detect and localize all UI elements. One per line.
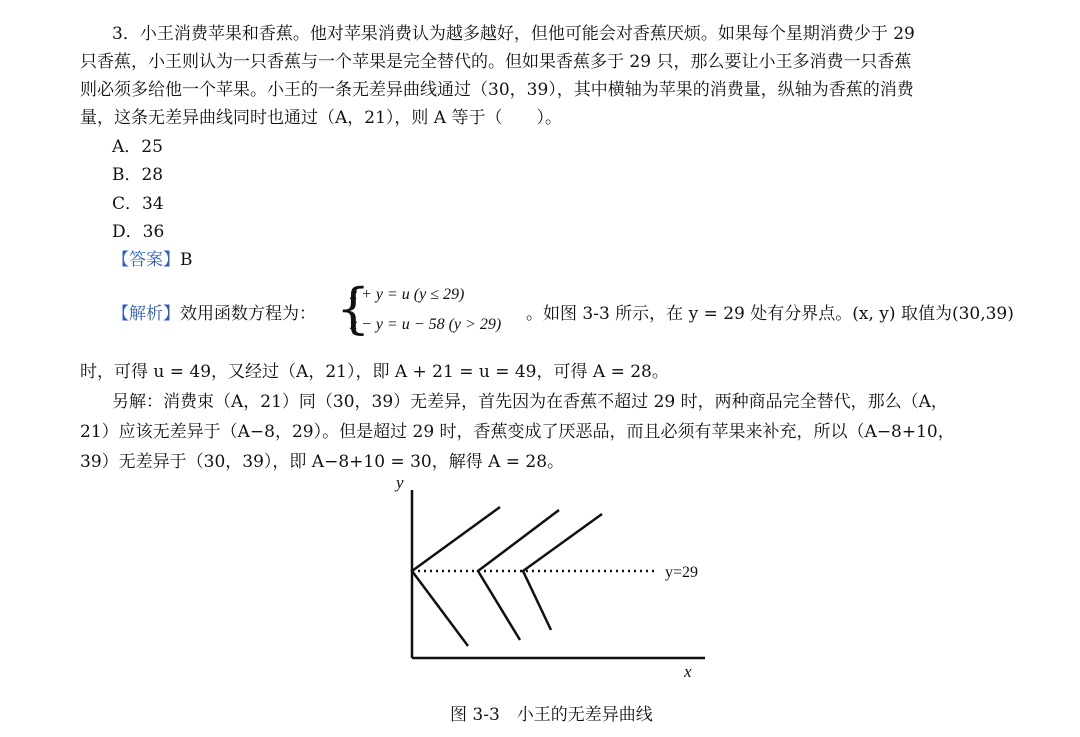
answer-value: B	[180, 250, 193, 270]
equation-1: x + y = u (y ≤ 29)	[350, 286, 465, 303]
analysis-lead-row	[112, 300, 316, 328]
equation-2: x − y = u − 58 (y > 29)	[350, 316, 502, 333]
option-b: B．28	[112, 165, 164, 185]
analysis-alt-2: 21）应该无差异于（A−8，29）。但是超过 29 时，香蕉变成了厌恶品，而且必须有苹果来补充，所以（A−8+10，	[80, 422, 955, 442]
analysis-alt-3: 39）无差异于（30，39），即 A−8+10 = 30，解得 A = 28。	[80, 452, 565, 472]
analysis-line-2: 时，可得 u = 49，又经过（A，21），即 A + 21 = u = 49，可得 A = 28。	[80, 362, 669, 382]
y-axis-label: y	[396, 473, 404, 492]
analysis-lead: 效用函数方程为：	[180, 304, 316, 324]
option-d: D．36	[112, 222, 165, 242]
option-a: A．25	[112, 137, 163, 157]
answer-row	[112, 246, 193, 274]
line-label: y=29	[665, 564, 699, 581]
indifference-curve-figure	[370, 470, 730, 690]
answer-tag: 【答案】	[112, 250, 180, 270]
analysis-tag: 【解析】	[112, 304, 180, 324]
indifference-curve-1	[412, 507, 500, 646]
figure-caption: 图 3-3 小王的无差异曲线	[450, 705, 653, 725]
x-axis-label: x	[684, 662, 692, 681]
question-line-1: 3．小王消费苹果和香蕉。他对苹果消费认为越多越好，但他可能会对香蕉厌烦。如果每个星期消费少于 29	[112, 24, 915, 44]
equation-system	[336, 277, 526, 342]
brace-symbol: {	[336, 277, 371, 340]
analysis-alt-1: 另解：消费束（A，21）同（30，39）无差异，首先因为在香蕉不超过 29 时，两种商品完全替代，那么（A，	[112, 392, 948, 412]
question-line-4: 量，这条无差异曲线同时也通过（A，21），则 A 等于（ ）。	[80, 108, 562, 128]
question-line-2: 只香蕉，小王则认为一只香蕉与一个苹果是完全替代的。但如果香蕉多于 29 只，那么要让小王多消费一只香蕉	[80, 52, 912, 72]
option-c: C．34	[112, 194, 164, 214]
question-line-3: 则必须多给他一个苹果。小王的一条无差异曲线通过（30，39），其中横轴为苹果的消费量，纵轴为香蕉的消费	[80, 80, 914, 100]
analysis-after-eq: 。如图 3-3 所示，在 y = 29 处有分界点。(x, y) 取值为(30,39)	[526, 304, 1014, 324]
